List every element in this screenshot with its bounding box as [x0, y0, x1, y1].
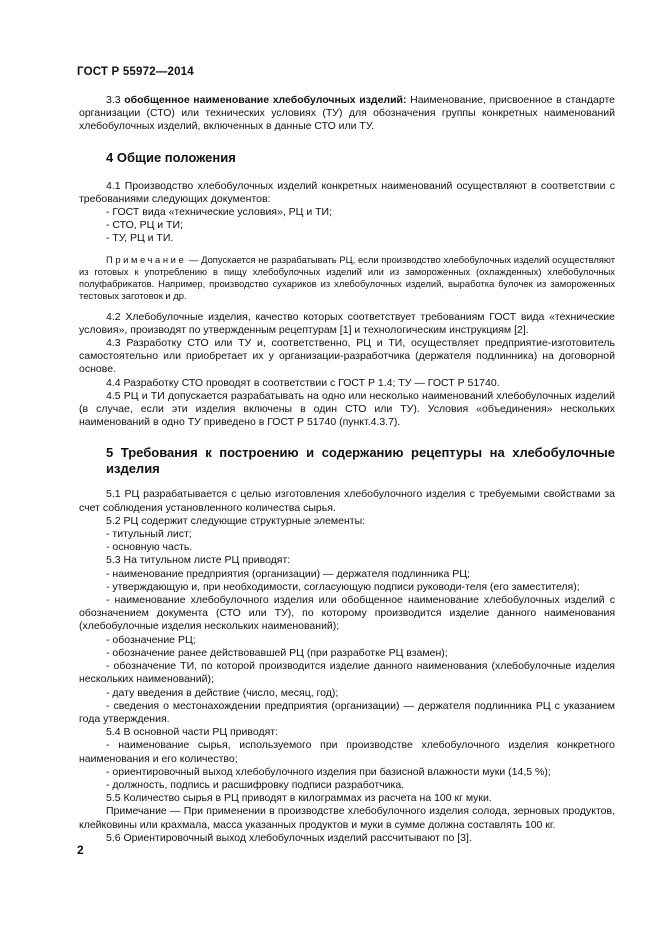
definition: Наименование, присвоенное в стандарте организации (СТО) или технических условиях (ТУ) для обозначения группы конкретных наименований хлебобулочных изделий, включенных в данные СТО или ТУ. [79, 94, 615, 133]
clause-5-2: 5.2 РЦ содержит следующие структурные элементы: [106, 514, 366, 527]
clause-4-1: 4.1 Производство хлебобулочных изделий конкретных наименований осуществляют в соответствии с требованиями следующих документов: [79, 179, 615, 205]
list-item: - наименование предприятия (организации) — держателя подлинника РЦ; [106, 567, 470, 580]
list-item: - ГОСТ вида «технические условия», РЦ и ТИ; [106, 206, 333, 219]
clause-5-1: 5.1 РЦ разрабатывается с целью изготовления хлебобулочного изделия с требуемыми свойствами за счет соблюдения установленного количества сырья. [79, 488, 615, 514]
section-5-title: 5 Требования к построению и содержанию рецептуры на хлебобулочные изделия [106, 445, 615, 476]
list-item: - обозначение ТИ, по которой производится изделие данного наименования (хлебобулочные изделия нескольких наименований); [79, 660, 615, 686]
list-item: - СТО, РЦ и ТИ; [106, 219, 183, 232]
list-item: - ориентировочный выход хлебобулочного изделия при базисной влажности муки (14,5 %); [106, 765, 551, 778]
clause-5-6: 5.6 Ориентировочный выход хлебобулочных изделий рассчитывают по [3]. [106, 831, 472, 844]
section-4-title: 4 Общие положения [106, 149, 236, 165]
document-header: ГОСТ Р 55972—2014 [77, 66, 194, 78]
note-5-5: Примечание — При применении в производстве хлебобулочного изделия солода, зерновых продуктов, клейковины или крахмала, масса указанных продуктов и муки в сумме должна составлять 100 кг. [79, 805, 615, 831]
page-number: 2 [77, 843, 84, 857]
clause-4-5: 4.5 РЦ и ТИ допускается разрабатывать на одно или несколько наименований хлебобулочных изделий (в случае, если эти изделия включены в один СТО или ТУ). Условия «объединения» нескольких наименований в одно ТУ приведено в ГОСТ Р 51740 (пункт.4.3.7). [79, 389, 615, 429]
list-item: - наименование сырья, используемого при производстве хлебобулочного изделия конкретного наименования и его количество; [79, 739, 615, 765]
clause-4-4: 4.4 Разработку СТО проводят в соответствии с ГОСТ Р 1.4; ТУ — ГОСТ Р 51740. [106, 376, 500, 389]
list-item: - дату введения в действие (число, месяц, год); [106, 686, 339, 699]
clause-4-3: 4.3 Разработку СТО или ТУ и, соответственно, РЦ и ТИ, осуществляет предприятие-изготовитель самостоятельно или приобретает их у организации-разработчика (держателя подлинника) на договорной основе. [79, 337, 615, 376]
term: обобщенное наименование хлебобулочных изделий: [124, 94, 407, 106]
note-text: — Допускается не разрабатывать РЦ, если производство хлебобулочных изделий осуществляют из готовых к употреблению в пищу хлебобулочных изделий или из замороженных (охлажденных) хлебобулочных полуфабрикатов. Например, производство сухариков из хлебобулочных изделий, выработка булочек из замороженных тестовых заготовок и др. [79, 253, 615, 301]
list-item: - наименование хлебобулочного изделия или обобщенное наименование хлебобулочных изделий с обозначением документа (СТО или ТУ), по которому производится изделие данного наименования (хлебобулочные изделия нескольких наименований); [79, 594, 615, 633]
clause-4-2: 4.2 Хлебобулочные изделия, качество которых соответствует требованиям ГОСТ вида «технические условия», производят по утвержденным рецептурам [1] и технологическим инструкциям [2]. [79, 310, 615, 336]
clause-5-5: 5.5 Количество сырья в РЦ приводят в килограммах из расчета на 100 кг муки. [106, 792, 492, 805]
list-item: - обозначение РЦ; [106, 633, 196, 646]
document-body [79, 94, 615, 845]
list-item: - титульный лист; [106, 528, 192, 541]
clause-5-4: 5.4 В основной части РЦ приводят: [106, 726, 278, 739]
note-4-1 [79, 254, 615, 302]
list-item: - обозначение ранее действовавшей РЦ (при разработке РЦ взамен); [106, 646, 448, 659]
list-item: - сведения о местонахождении предприятия (организации) — держателя подлинника РЦ с указанием года утверждения. [79, 699, 615, 725]
list-item: - основную часть. [106, 541, 193, 554]
list-item: - утверждающую и, при необходимости, согласующую подписи руководи-теля (его заместителя); [106, 580, 580, 593]
list-item: - должность, подпись и расшифровку подписи разработчика. [106, 778, 405, 791]
note-label: Примечание [106, 253, 187, 265]
list-item: - ТУ, РЦ и ТИ. [106, 232, 174, 245]
clause-5-3: 5.3 На титульном листе РЦ приводят: [106, 554, 291, 567]
clause-3-3 [79, 94, 615, 134]
clause-number: 3.3 [106, 94, 121, 106]
